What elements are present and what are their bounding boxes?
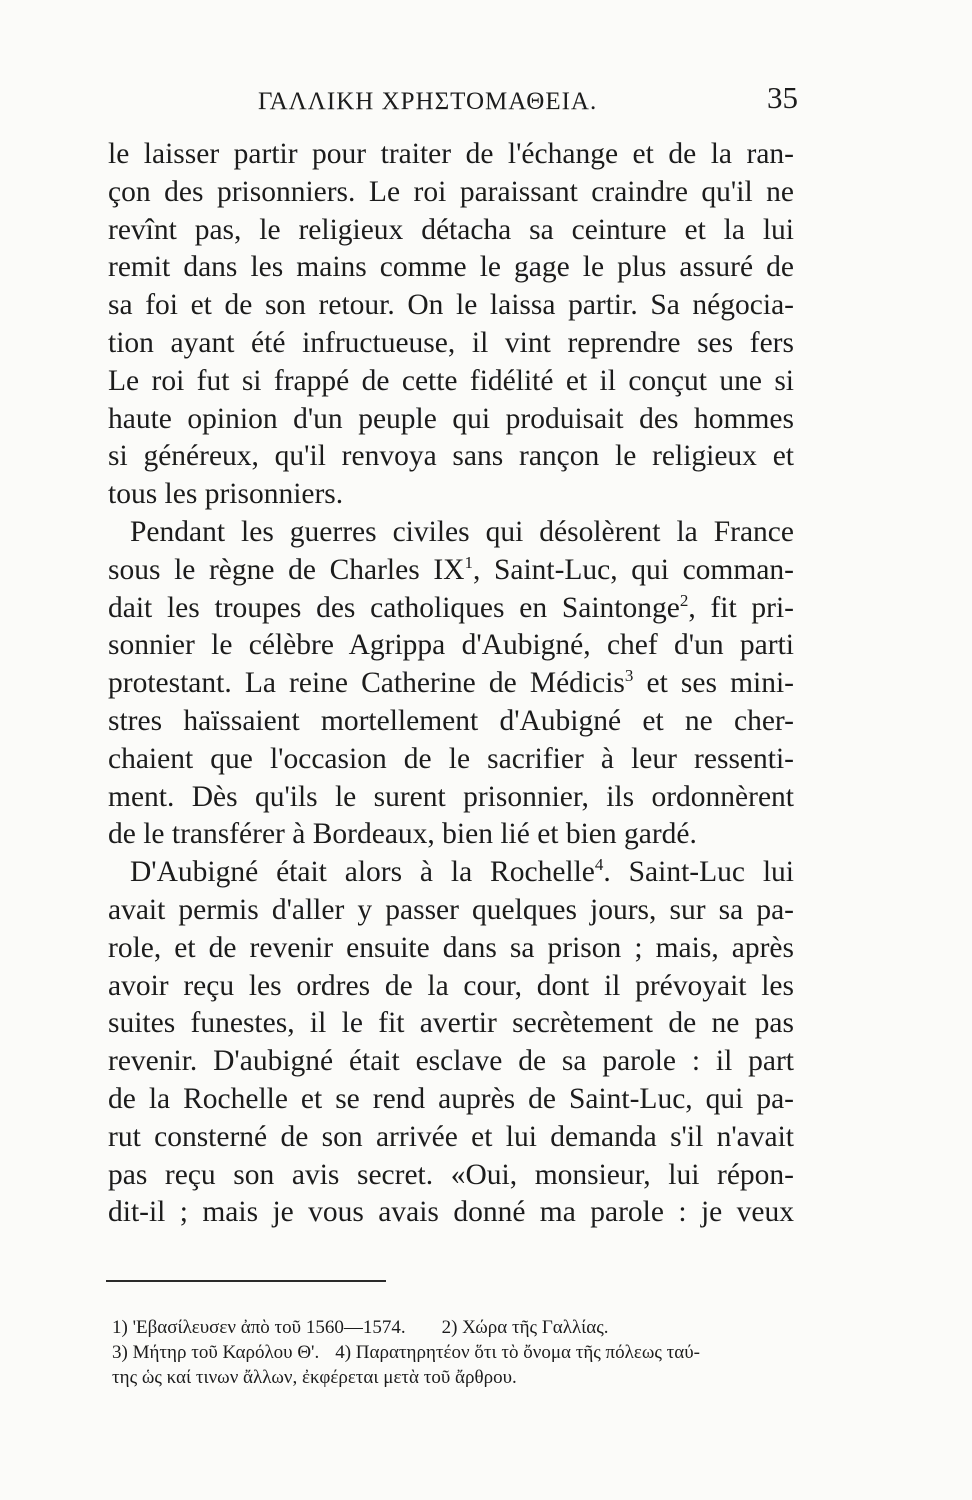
text-line: Le roi fut si frappé de cette fidélité et il conçut une si [108,364,794,397]
page-number: 35 [767,80,798,115]
text-line: role, et de revenir ensuite dans sa prison ; mais, après [108,931,794,964]
footnote-line [112,1315,802,1340]
text-line: le laisser partir pour traiter de l'échange et de la ran- [108,138,794,170]
text-line: pas reçu son avis secret. «Oui, monsieur, lui répon- [108,1158,794,1191]
text-line: Pendant les guerres civiles qui désolèrent la France [130,515,794,548]
footnote-3: 3) Μήτηρ τοῦ Καρόλου Θ'. [112,1342,320,1363]
text-line: haute opinion d'un peuple qui produisait des hommes [108,402,794,435]
text-line: de la Rochelle et se rend auprès de Saint-Luc, qui pa- [108,1082,794,1115]
text-line: ment. Dès qu'ils le surent prisonnier, ils ordonnèrent [108,780,794,813]
footnote-divider [106,1280,386,1282]
text-line: avoir reçu les ordres de la cour, dont il prévoyait les [108,969,794,1002]
text-line: çon des prisonniers. Le roi paraissant craindre qu'il ne [108,175,794,208]
text-fragment: dait les troupes des catholiques en Saintonge [108,591,680,624]
text-line: de le transférer à Bordeaux, bien lié et bien gardé. [108,818,697,851]
text-line: suites funestes, il le fit avertir secrètement de ne pas [108,1007,794,1040]
text-line [108,665,794,703]
text-line: sonnier le célèbre Agrippa d'Aubigné, chef d'un parti [108,629,794,662]
text-line: revenir. D'aubigné était esclave de sa parole : il part [108,1045,794,1078]
footnote-line [112,1340,802,1365]
footnote-marker: 2 [679,590,689,610]
body-text [108,136,794,1232]
text-line: si généreux, qu'il renvoya sans rançon le religieux et [108,440,794,473]
footnote-1: 1) 'Εβασίλευσεν ἀπὸ τοῦ 1560—1574. [112,1317,406,1338]
running-title: ΓΑΛΛΙΚΗ ΧΡΗΣΤΟΜΑΘΕΙΑ. [258,88,598,115]
text-line: chaient que l'occasion de le sacrifier à leur ressenti- [108,742,794,775]
text-fragment: , Saint-Luc, qui comman- [472,553,794,586]
text-line: remit dans les mains comme le gage le plus assuré de [108,251,794,284]
footnotes [112,1315,802,1390]
footnote-marker: 1 [464,552,473,572]
text-line [108,552,794,590]
text-fragment: D'Aubigné était alors à la Rochelle [130,856,595,889]
text-line [108,854,794,892]
text-line: tion ayant été infructueuse, il vint reprendre ses fers [108,326,794,359]
text-line [108,590,794,628]
footnote-marker: 3 [624,666,634,686]
text-fragment: et ses mini- [633,667,794,700]
footnote-line: της ὡς καί τινων ἄλλων, ἐκφέρεται μετὰ τοῦ ἄρθρου. [112,1367,517,1388]
text-line: rut consterné de son arrivée et lui demanda s'il n'avait [108,1120,794,1153]
text-line: stres haïssaient mortellement d'Aubigné et ne cher- [108,704,794,737]
footnote-2: 2) Χώρα τῆς Γαλλίας. [441,1317,609,1338]
text-fragment: . Saint-Luc lui [603,856,794,889]
text-line: revînt pas, le religieux détacha sa ceinture et la lui [108,213,794,246]
text-fragment: , fit pri- [688,591,795,624]
text-line: tous les prisonniers. [108,478,344,511]
text-line: dit-il ; mais je vous avais donné ma parole : je veux [108,1196,794,1229]
text-line: sa foi et de son retour. On le laissa partir. Sa négocia- [108,289,794,322]
footnote-4: 4) Παρατηρητέον ὅτι τὸ ὄνομα τῆς πόλεως ταύ- [335,1342,700,1363]
text-fragment: sous le règne de Charles IX [108,553,465,586]
text-fragment: protestant. La reine Catherine de Médicis [108,667,625,700]
running-head [108,80,798,120]
text-line: avait permis d'aller y passer quelques jours, sur sa pa- [108,893,794,926]
footnote-marker: 4 [594,855,604,875]
